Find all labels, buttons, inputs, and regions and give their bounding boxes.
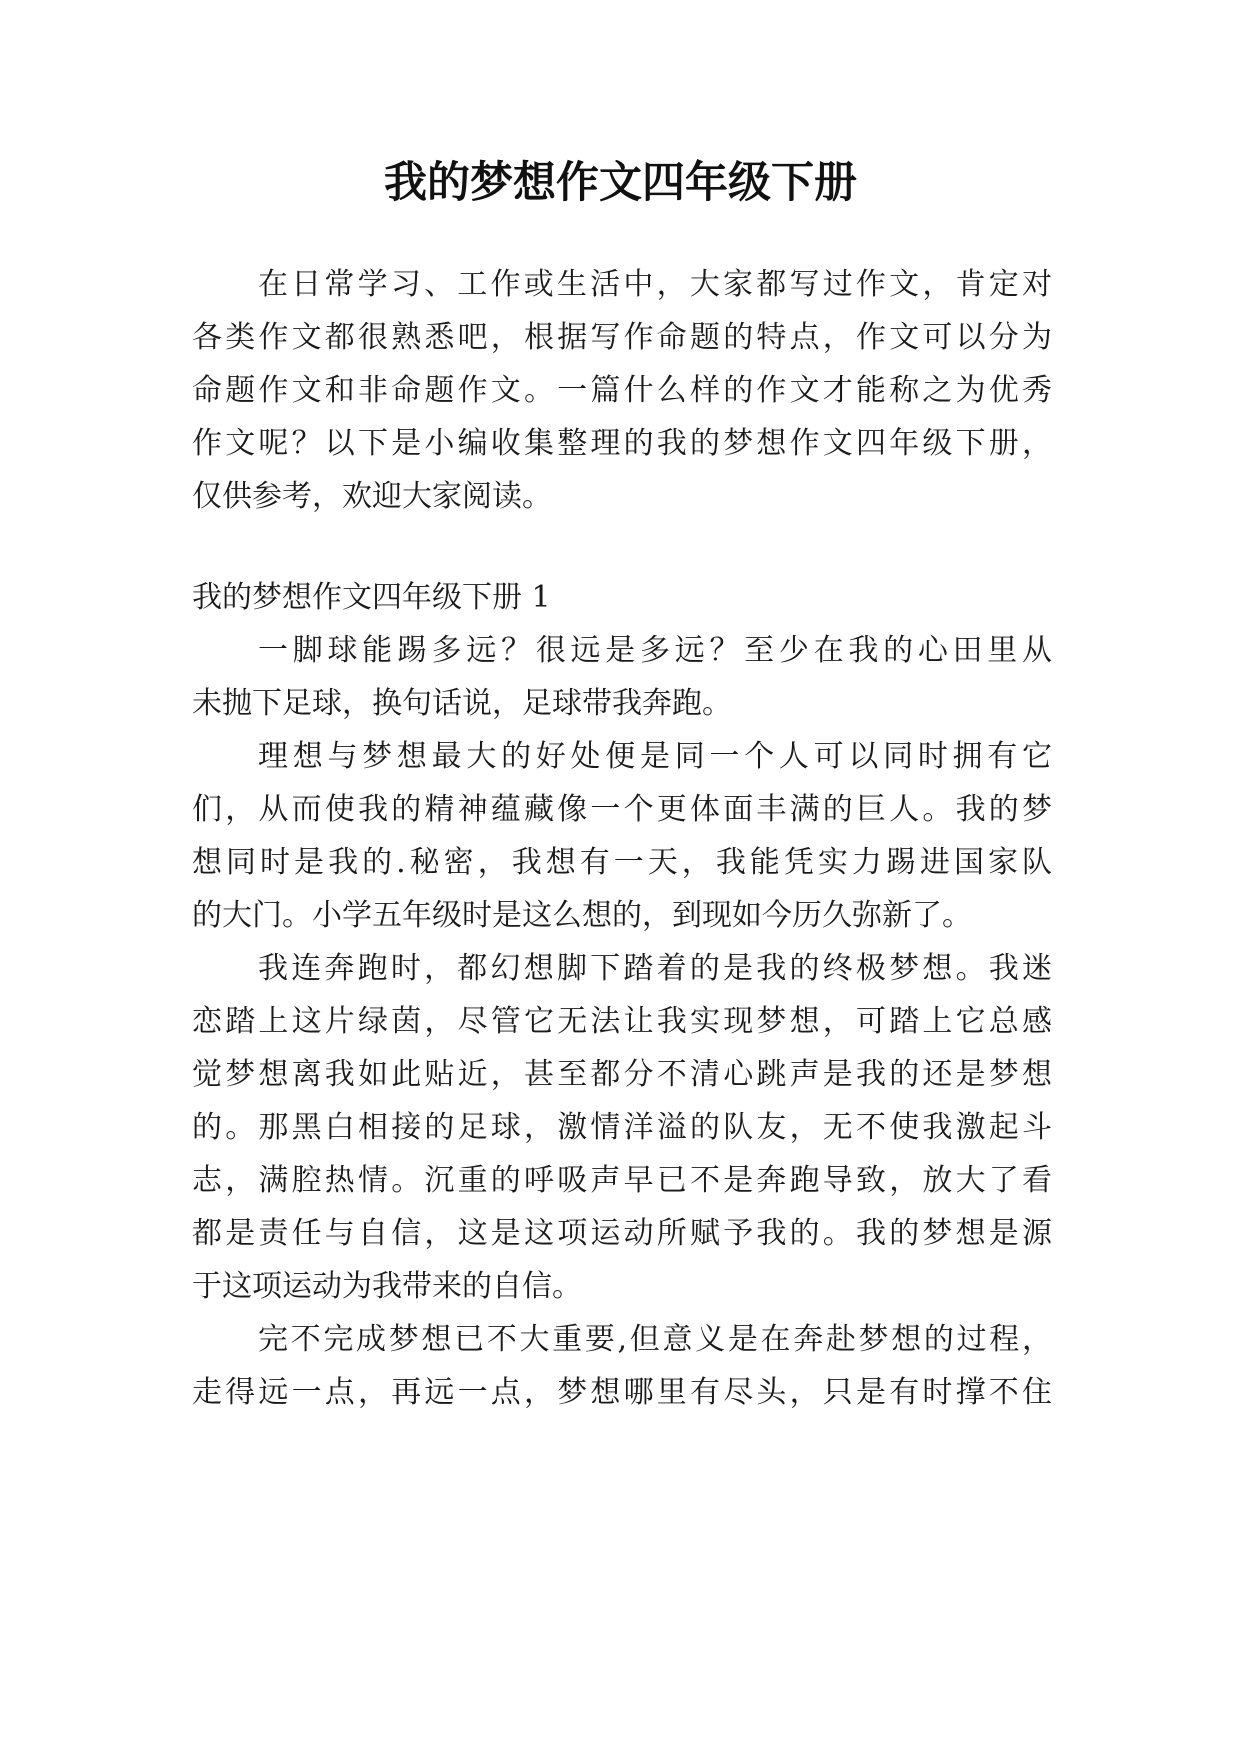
intro-line: 命题作文和非命题作文。一篇什么样的作文才能称之为优秀 xyxy=(192,373,1052,408)
paragraph-line: 我连奔跑时，都幻想脚下踏着的是我的终极梦想。我迷 xyxy=(258,951,1052,986)
intro-line: 作文呢？以下是小编收集整理的我的梦想作文四年级下册， xyxy=(192,426,1052,461)
paragraph-line: 都是责任与自信，这是这项运动所赋予我的。我的梦想是源 xyxy=(192,1216,1052,1251)
paragraph-line: 的大门。小学五年级时是这么想的，到现如今历久弥新了。 xyxy=(192,898,972,933)
intro-line: 在日常学习、工作或生活中，大家都写过作文，肯定对 xyxy=(258,267,1052,302)
intro-line: 各类作文都很熟悉吧，根据写作命题的特点，作文可以分为 xyxy=(192,320,1052,355)
paragraph-line: 完不完成梦想已不大重要,但意义是在奔赴梦想的过程， xyxy=(258,1322,1052,1357)
paragraph-line: 恋踏上这片绿茵，尽管它无法让我实现梦想，可踏上它总感 xyxy=(192,1004,1052,1039)
paragraph-line: 想同时是我的.秘密，我想有一天，我能凭实力踢进国家队 xyxy=(192,845,1052,880)
paragraph-line: 们，从而使我的精神蕴藏像一个更体面丰满的巨人。我的梦 xyxy=(192,792,1052,827)
paragraph-line: 理想与梦想最大的好处便是同一个人可以同时拥有它 xyxy=(258,739,1052,774)
paragraph-line: 觉梦想离我如此贴近，甚至都分不清心跳声是我的还是梦想 xyxy=(192,1057,1052,1092)
paragraph-line: 的。那黑白相接的足球，激情洋溢的队友，无不使我激起斗 xyxy=(192,1110,1052,1145)
paragraph-line: 未抛下足球，换句话说，足球带我奔跑。 xyxy=(192,686,732,721)
document-title: 我的梦想作文四年级下册 xyxy=(384,158,857,208)
paragraph-line: 一脚球能踢多远？很远是多远？至少在我的心田里从 xyxy=(258,633,1052,668)
paragraph-line: 志，满腔热情。沉重的呼吸声早已不是奔跑导致，放大了看 xyxy=(192,1163,1052,1198)
intro-line: 仅供参考，欢迎大家阅读。 xyxy=(192,479,552,514)
paragraph-line: 于这项运动为我带来的自信。 xyxy=(192,1269,582,1304)
section-heading: 我的梦想作文四年级下册 1 xyxy=(192,580,551,615)
paragraph-line: 走得远一点，再远一点，梦想哪里有尽头，只是有时撑不住 xyxy=(192,1375,1052,1410)
